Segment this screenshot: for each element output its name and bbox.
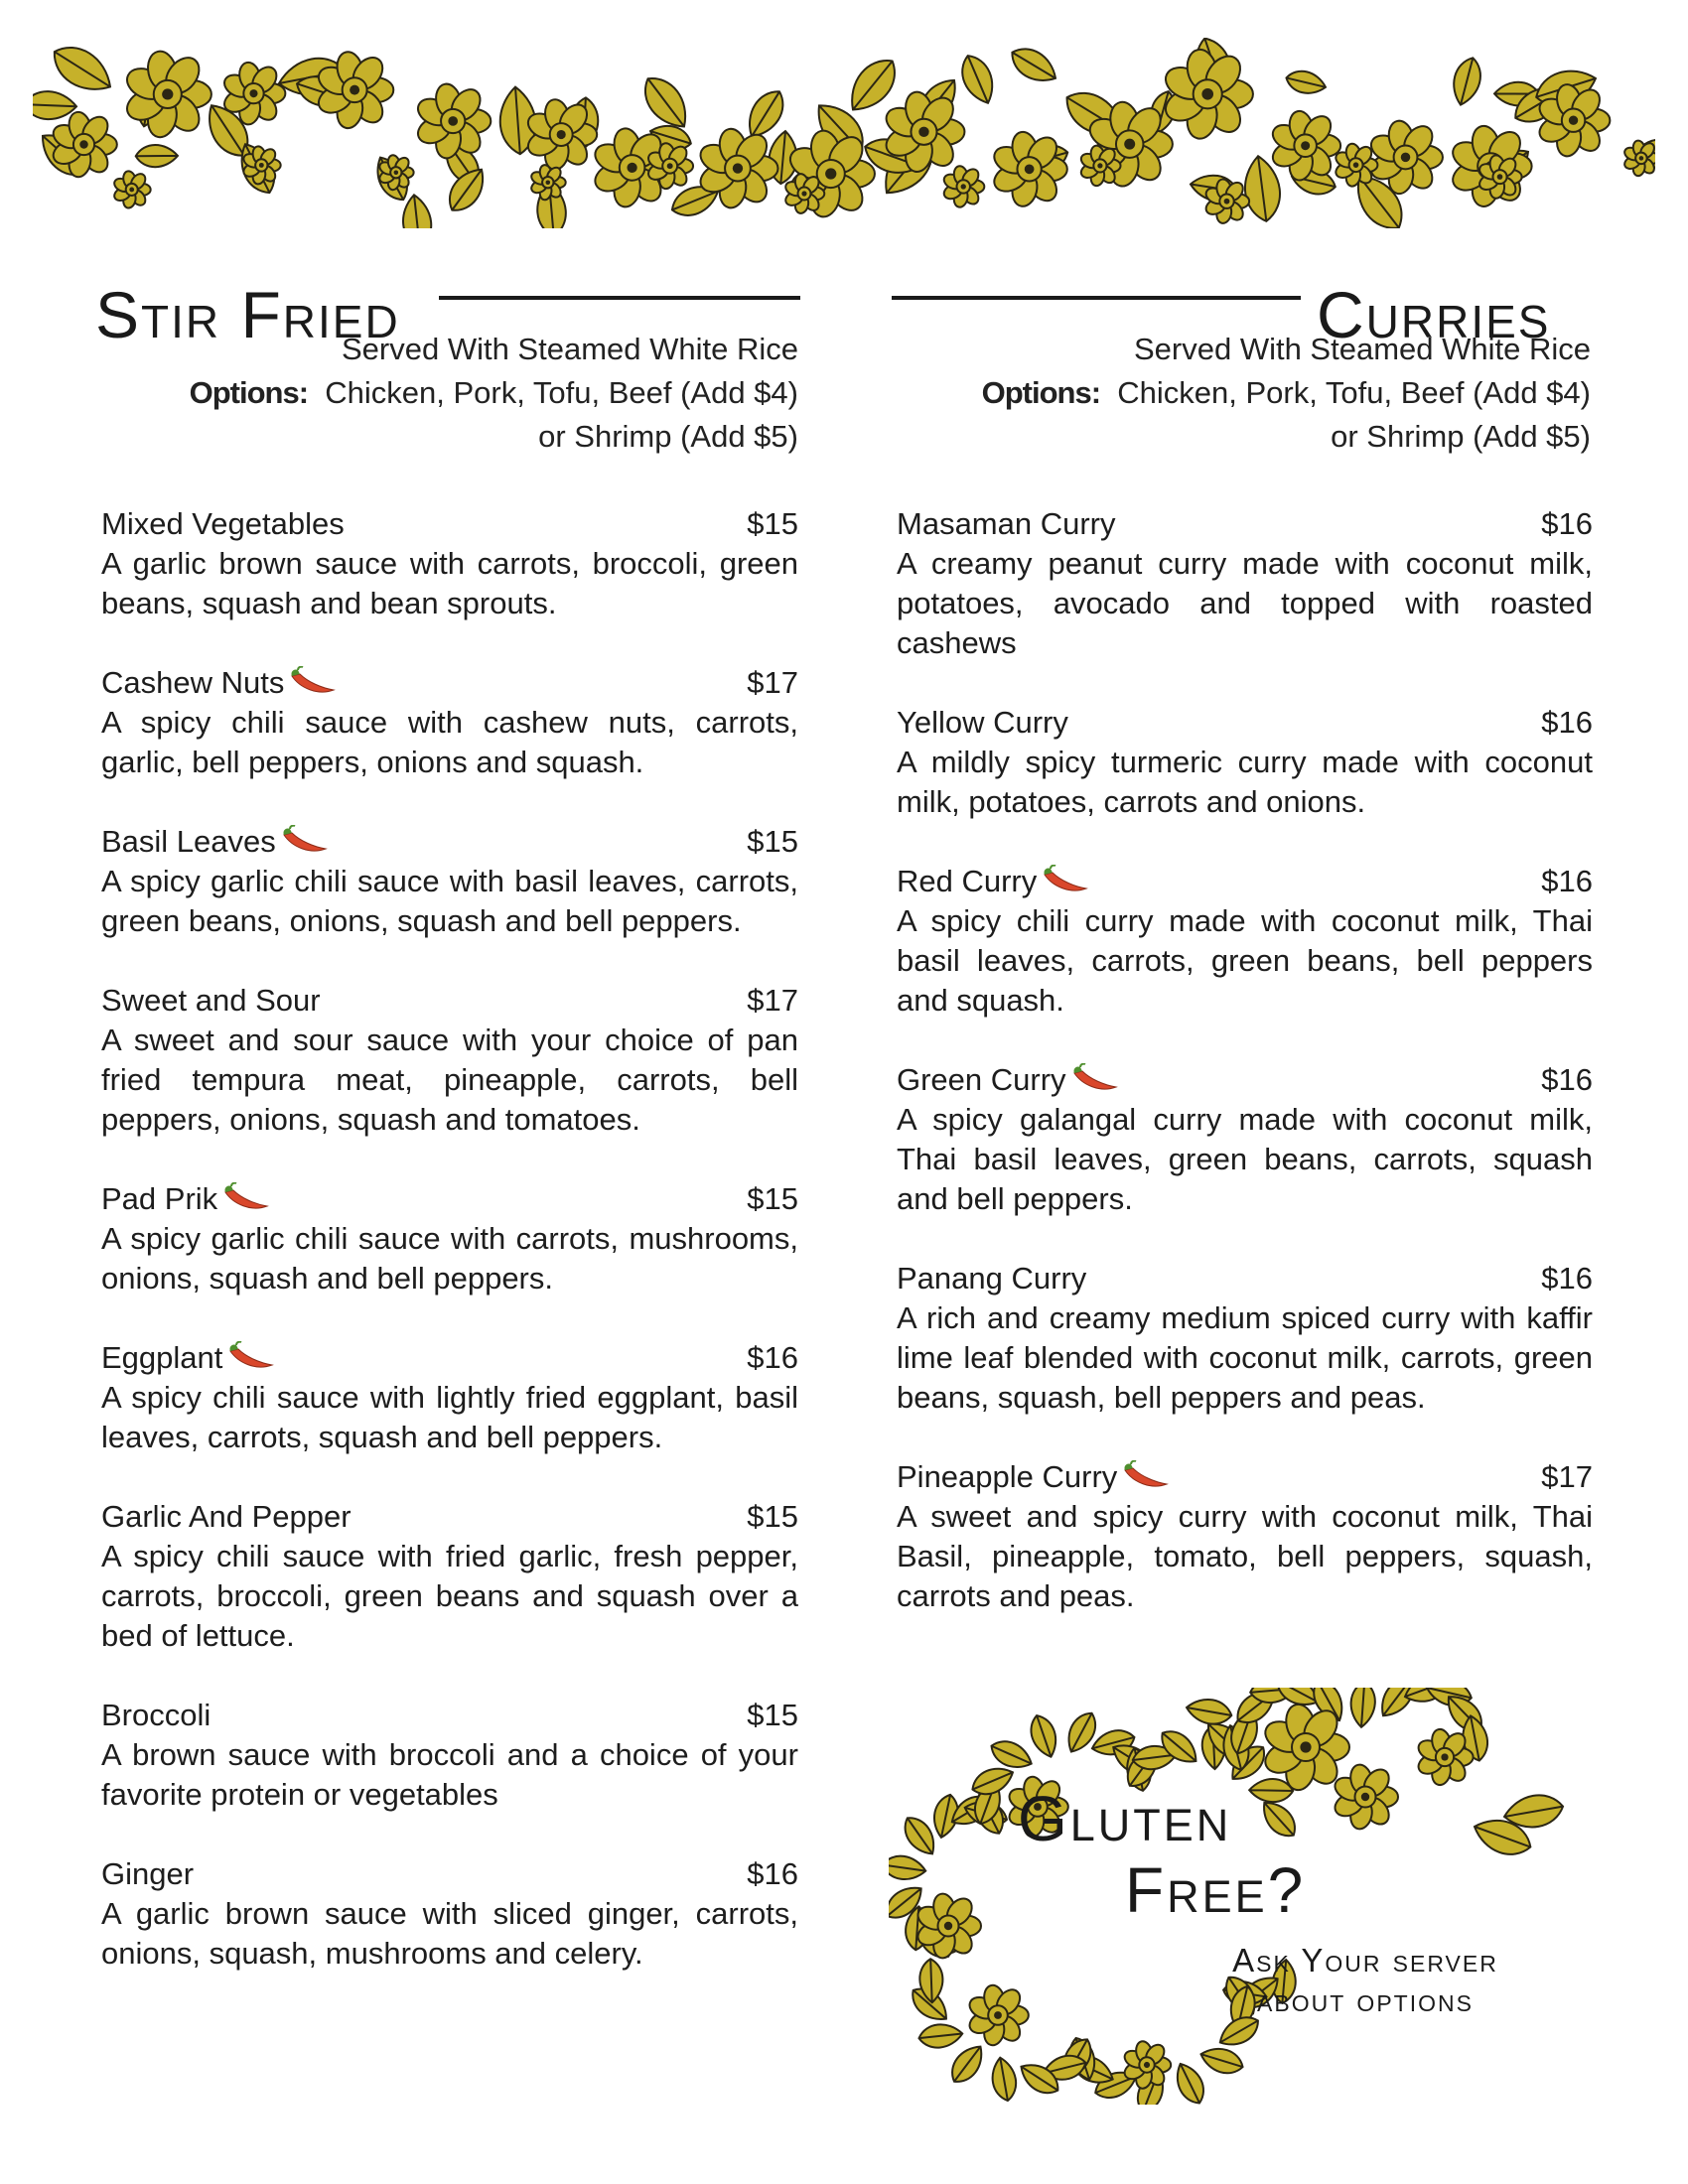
menu-item-name [101,981,321,1021]
flower-motif [1078,144,1120,187]
menu-item-name [897,504,1116,544]
menu-item-header [897,504,1593,544]
menu-item-name [101,504,345,544]
curries-title: Curries [1317,278,1551,352]
menu-item-description: A garlic brown sauce with carrots, broccoli, green beans, squash and bean sprouts. [101,546,798,620]
menu-item-name-text: Basil Leaves [101,824,276,859]
options-text: Chicken, Pork, Tofu, Beef (Add $4) [325,375,798,410]
menu-item [101,504,798,623]
served-note: Served With Steamed White Rice [1133,332,1591,366]
menu-item-description: A creamy peanut curry made with coconut milk, potatoes, avocado and topped with roasted cashews [897,546,1593,660]
menu-item-name [101,663,338,703]
gluten-free-title-line1: Gluten [1018,1783,1232,1854]
menu-item-description: A spicy galangal curry made with coconut milk, Thai basil leaves, green beans, carrots, squash and bell peppers. [897,1102,1593,1216]
menu-item-name-text: Sweet and Sour [101,983,321,1018]
chili-pepper-icon [221,1182,271,1216]
menu-item-price: $16 [1541,1062,1593,1097]
menu-item-name-text: Mixed Vegetables [101,506,345,541]
menu-item [897,504,1593,663]
menu-item-price: $16 [1541,705,1593,740]
menu-item-price: $15 [747,1181,798,1216]
leaf-motif [917,2022,963,2050]
menu-item-price: $16 [1541,864,1593,898]
menu-item-price: $16 [1541,506,1593,541]
menu-item-description: A mildly spicy turmeric curry made with coconut milk, potatoes, carrots and onions. [897,745,1593,819]
options-line-2: or Shrimp (Add $5) [538,419,798,454]
menu-item-header [897,1259,1593,1298]
leaf-motif [1026,1711,1061,1760]
menu-item-name [897,703,1068,743]
options-label: Options: [981,375,1101,410]
menu-item-name-text: Eggplant [101,1340,223,1375]
menu-item-price: $16 [1541,1261,1593,1296]
menu-item-description: A sweet and sour sauce with your choice of pan fried tempura meat, pineapple, carrots, bell peppers, onions, squash and tomatoes. [101,1023,798,1137]
menu-item-header [897,1060,1593,1100]
leaf-motif [400,194,434,228]
chili-pepper-icon [1041,865,1090,898]
gluten-free-title-line2: Free? [1125,1854,1307,1926]
menu-item-name-text: Panang Curry [897,1261,1087,1296]
menu-item-description: A rich and creamy medium spiced curry with kaffir lime leaf blended with coconut milk, carrots, green beans, squash, bell peppers and peas. [897,1300,1593,1415]
menu-item-price: $15 [747,824,798,859]
menu-item-description: A spicy chili curry made with coconut milk, Thai basil leaves, carrots, green beans, bell peppers and squash. [897,903,1593,1018]
options-label: Options: [189,375,309,410]
chili-pepper-icon [226,1341,276,1375]
floral-banner [33,38,1655,228]
flower-motif [1161,47,1253,142]
menu-item-name [101,1338,276,1378]
menu-item-description: A garlic brown sauce with sliced ginger, carrots, onions, squash, mushrooms and celery. [101,1896,798,1971]
flower-motif [112,170,151,209]
leaf-motif [1284,68,1328,97]
leaf-motif [1449,55,1485,108]
menu-item-name-text: Garlic And Pepper [101,1499,352,1534]
flower-motif [966,1983,1029,2047]
gluten-free-callout [889,1688,1584,2105]
flower-motif [1269,109,1340,183]
menu-item [101,663,798,782]
leaf-motif [889,1853,927,1882]
stir-fried-rule [439,296,800,300]
menu-item-name [897,1060,1120,1100]
leaf-motif [1170,2059,1209,2105]
chili-pepper-icon [288,666,338,700]
menu-item-name-text: Broccoli [101,1698,211,1732]
menu-item-name [101,1696,211,1735]
stir-fried-title: Stir Fried [95,278,400,352]
menu-item-description: A spicy chili sauce with fried garlic, fresh pepper, carrots, broccoli, green beans and squash over a bed of lettuce. [101,1539,798,1653]
menu-item [897,1060,1593,1219]
menu-item [101,1854,798,1974]
leaf-motif [1006,41,1062,89]
menu-item-name [897,862,1090,901]
menu-item-header [897,1457,1593,1497]
menu-item-name-text: Green Curry [897,1062,1066,1097]
flower-motif [1332,1762,1398,1831]
options-text: Chicken, Pork, Tofu, Beef (Add $4) [1117,375,1591,410]
leaf-motif [955,51,1000,108]
menu-item-name-text: Red Curry [897,864,1038,898]
leaf-motif [136,145,178,168]
menu-item-header [101,1338,798,1378]
menu-item-description: A spicy garlic chili sauce with carrots, mushrooms, onions, squash and bell peppers. [101,1221,798,1296]
menu-item [897,703,1593,822]
menu-item [101,1696,798,1815]
chili-pepper-icon [280,825,330,859]
menu-item-header [101,1854,798,1894]
leaf-motif [1185,1696,1233,1727]
menu-item-description: A brown sauce with broccoli and a choice of your favorite protein or vegetables [101,1737,798,1812]
flower-motif [914,1891,981,1960]
chili-pepper-icon [1070,1063,1120,1097]
menu-item-description: A spicy chili sauce with cashew nuts, carrots, garlic, bell peppers, onions and squash. [101,705,798,779]
menu-item [101,981,798,1140]
leaf-motif [945,2040,990,2089]
menu-item-header [101,1497,798,1537]
menu-item-price: $15 [747,506,798,541]
menu-item-header [101,1179,798,1219]
menu-item-name [897,1259,1086,1298]
leaf-motif [1249,1779,1293,1803]
options-line [892,371,1591,415]
menu-item-header [897,862,1593,901]
options-line [95,371,798,415]
menu-item-name-text: Ginger [101,1856,195,1891]
menu-item-header [101,981,798,1021]
leaf-motif [1197,2043,1246,2078]
stir-fried-subheader [95,328,798,459]
flower-motif [529,164,566,201]
menu-item [101,822,798,941]
flower-motif [941,165,984,208]
menu-item-name [101,1497,352,1537]
menu-item-name [101,1179,271,1219]
leaf-motif [989,2056,1019,2103]
menu-item-name-text: Cashew Nuts [101,665,285,700]
flower-motif [1622,139,1655,177]
menu-item [101,1338,798,1457]
menu-item-name-text: Yellow Curry [897,705,1068,740]
menu-item-header [101,1696,798,1735]
menu-item-price: $17 [747,983,798,1018]
menu-item [897,1259,1593,1418]
menu-item-price: $15 [747,1698,798,1732]
menu-item-description: A spicy chili sauce with lightly fried eggplant, basil leaves, carrots, squash and bell peppers. [101,1380,798,1454]
flower-motif [1415,1727,1473,1787]
menu-item-header [101,504,798,544]
menu-item-price: $17 [747,665,798,700]
menu-item-name [101,822,330,862]
flower-motif [122,49,211,140]
menu-item-header [897,703,1593,743]
menu-item-description: A spicy garlic chili sauce with basil leaves, carrots, green beans, onions, squash and bell peppers. [101,864,798,938]
flower-motif [990,129,1067,208]
menu-item-name-text: Pineapple Curry [897,1459,1118,1494]
menu-item-price: $15 [747,1499,798,1534]
menu-item-name-text: Pad Prik [101,1181,218,1216]
menu-item-price: $16 [747,1856,798,1891]
gluten-free-sub-line2: about options [1257,1981,1474,2018]
menu-item-name [897,1457,1171,1497]
menu-item-description: A sweet and spicy curry with coconut milk, Thai Basil, pineapple, tomato, bell peppers, squash, carrots and peas. [897,1499,1593,1613]
served-note: Served With Steamed White Rice [341,332,798,366]
flower-motif [524,97,597,172]
menu-item-header [101,663,798,703]
menu-item-header [101,822,798,862]
menu-item [101,1497,798,1656]
menu-item [101,1179,798,1298]
flower-motif [414,81,492,161]
menu-item [897,862,1593,1021]
menu-item-name-text: Masaman Curry [897,506,1116,541]
curries-subheader [892,328,1591,459]
gluten-free-sub-line1: Ask Your server [1232,1942,1498,1979]
leaf-motif [1349,1688,1376,1728]
curries-rule [892,296,1301,300]
menu-item-name [101,1854,194,1894]
menu-item-price: $17 [1541,1459,1593,1494]
menu-item [897,1457,1593,1616]
menu-item-price: $16 [747,1340,798,1375]
chili-pepper-icon [1121,1460,1171,1494]
options-line-2: or Shrimp (Add $5) [1331,419,1591,454]
